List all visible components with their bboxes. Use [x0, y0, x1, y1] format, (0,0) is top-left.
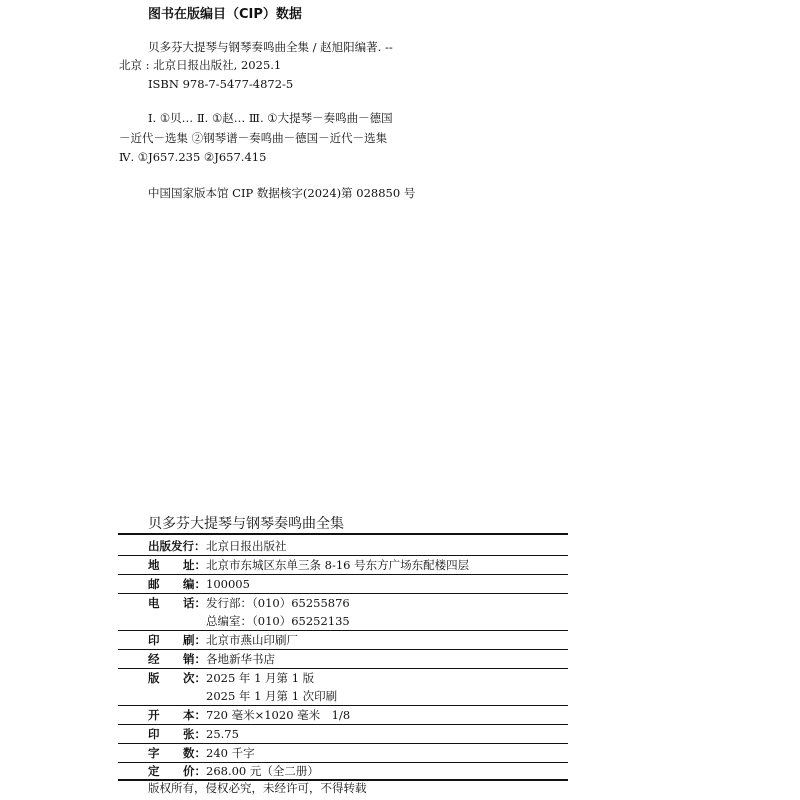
imprint-value: 北京市燕山印刷厂 [206, 633, 298, 647]
imprint-value: 北京日报出版社 [206, 539, 287, 553]
imprint-label: 印 张： [148, 727, 206, 741]
imprint-value: 100005 [206, 577, 250, 591]
copyright-notice: 版权所有，侵权必究，未经许可，不得转载 [148, 781, 367, 795]
imprint-value: 发行部：（010）65255876 [206, 596, 350, 610]
cip-line-classification: Ⅳ. ①J657.235 ②J657.415 [119, 150, 267, 164]
imprint-divider [118, 668, 568, 669]
imprint-value: 25.75 [206, 727, 239, 741]
imprint-value: 总编室：（010）65252135 [206, 614, 350, 628]
cip-line-title: 贝多芬大提琴与钢琴奏鸣曲全集 / 赵旭阳编著. -- [148, 40, 393, 54]
cip-line-subject-2: －近代－选集 ②钢琴谱－奏鸣曲－德国－近代－选集 [119, 131, 388, 145]
imprint-divider [118, 574, 568, 575]
imprint-divider [118, 630, 568, 631]
imprint-label: 出版发行： [148, 539, 206, 553]
imprint-book-title: 贝多芬大提琴与钢琴奏鸣曲全集 [148, 516, 344, 532]
imprint-label: 电 话： [148, 596, 206, 610]
imprint-value: 268.00 元（全二册） [206, 764, 319, 778]
imprint-divider [118, 724, 568, 725]
cip-heading: 图书在版编目（CIP）数据 [148, 7, 302, 22]
imprint-value: 240 千字 [206, 746, 255, 760]
imprint-divider [118, 593, 568, 594]
cip-line-publisher: 北京 : 北京日报出版社, 2025.1 [119, 58, 282, 72]
imprint-divider [118, 649, 568, 650]
imprint-label: 定 价： [148, 764, 206, 778]
imprint-value: 各地新华书店 [206, 652, 275, 666]
cip-line-subject-1: Ⅰ. ①贝… Ⅱ. ①赵… Ⅲ. ①大提琴－奏鸣曲－德国 [148, 111, 393, 125]
imprint-label: 邮 编： [148, 577, 206, 591]
cip-line-record-number: 中国国家版本馆 CIP 数据核字(2024)第 028850 号 [148, 186, 416, 200]
imprint-label: 开 本： [148, 708, 206, 722]
imprint-value: 2025 年 1 月第 1 版 [206, 671, 315, 685]
imprint-label: 印 刷： [148, 633, 206, 647]
imprint-divider [118, 705, 568, 706]
imprint-value: 2025 年 1 月第 1 次印刷 [206, 689, 338, 703]
imprint-divider [118, 743, 568, 744]
imprint-label: 地 址： [148, 558, 206, 572]
imprint-divider [118, 555, 568, 556]
cip-line-isbn: ISBN 978-7-5477-4872-5 [148, 77, 294, 91]
imprint-label: 经 销： [148, 652, 206, 666]
imprint-value: 北京市东城区东单三条 8-16 号东方广场东配楼四层 [206, 558, 470, 572]
imprint-label: 字 数： [148, 746, 206, 760]
imprint-label: 版 次： [148, 671, 206, 685]
imprint-top-rule [118, 533, 568, 535]
imprint-value: 720 毫米×1020 毫米 1/8 [206, 708, 351, 722]
